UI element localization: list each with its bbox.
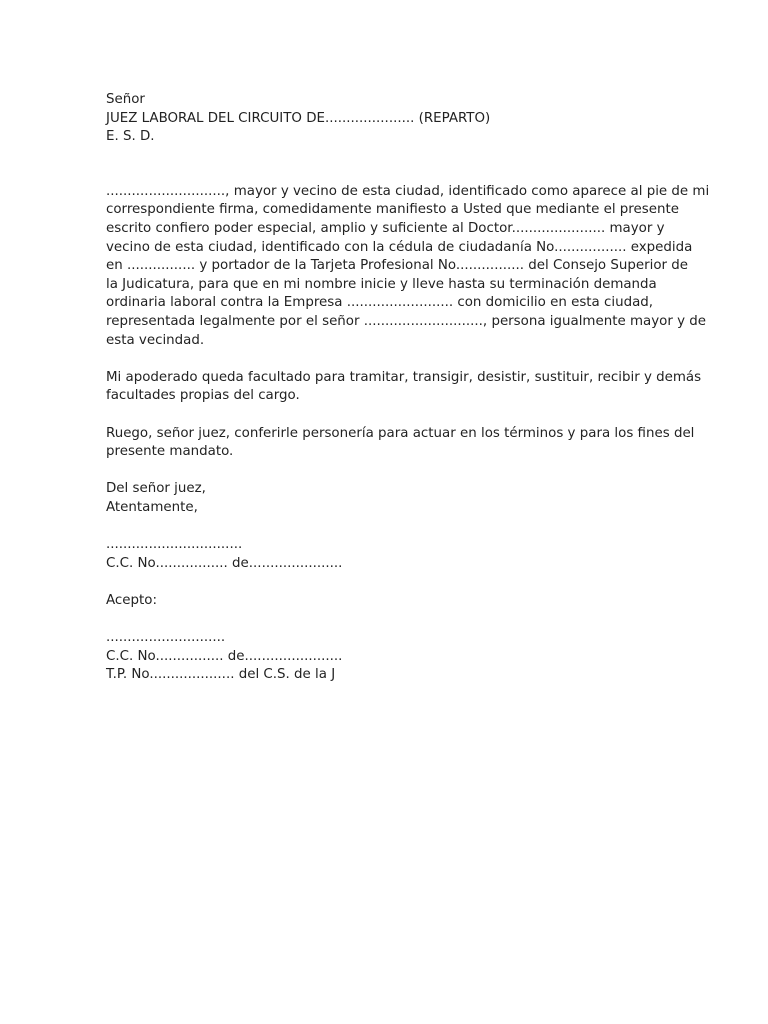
paragraph-line: correspondiente firma, comedidamente manifiesto a Usted que mediante el presente — [106, 202, 679, 218]
paragraph-line: escrito confiero poder especial, amplio y suficiente al Doctor...................... mayor y — [106, 220, 665, 236]
paragraph-line: Mi apoderado queda facultado para tramitar, transigir, desistir, sustituir, recibir y demás — [106, 369, 702, 385]
court-abbreviation: E. S. D. — [106, 129, 155, 145]
attorney-signature-line: ............................ — [106, 630, 226, 646]
paragraph-power-grant — [106, 183, 710, 350]
paragraph-line: presente mandato. — [106, 444, 234, 460]
addressee-block — [106, 91, 666, 147]
paragraph-line: ............................, mayor y vecino de esta ciudad, identificado como aparece al pie de mi — [106, 183, 710, 199]
paragraph-line: facultades propias del cargo. — [106, 388, 300, 404]
closing-greeting: Del señor juez, — [106, 481, 206, 497]
signature-line: ................................ — [106, 537, 243, 553]
acceptance-label: Acepto: — [106, 592, 157, 608]
paragraph-line: la Judicatura, para que en mi nombre inicie y lleve hasta su terminación demanda — [106, 276, 657, 292]
grantor-signature-block — [106, 536, 666, 573]
paragraph-faculties — [106, 369, 702, 406]
attorney-id-line: C.C. No................ de....................... — [106, 648, 343, 664]
closing-signoff: Atentamente, — [106, 499, 198, 515]
closing-block — [106, 480, 666, 517]
paragraph-line: esta vecindad. — [106, 332, 205, 348]
paragraph-line: Ruego, señor juez, conferirle personería para actuar en los términos y para los fines del — [106, 425, 695, 441]
paragraph-line: ordinaria laboral contra la Empresa ......................... con domicilio en esta ciudad, — [106, 295, 654, 311]
court-name: JUEZ LABORAL DEL CIRCUITO DE..................... (REPARTO) — [106, 110, 491, 126]
document-page — [106, 91, 710, 685]
attorney-professional-card-line: T.P. No.................... del C.S. de la J — [106, 667, 336, 683]
grantor-id-line: C.C. No................. de...................... — [106, 555, 343, 571]
paragraph-line: representada legalmente por el señor ............................, persona igualmente mayor y de — [106, 313, 706, 329]
paragraph-line: vecino de esta ciudad, identificado con la cédula de ciudadanía No................. expedida — [106, 239, 693, 255]
acceptance-block — [106, 592, 666, 685]
salutation: Señor — [106, 92, 145, 107]
paragraph-line: en ................ y portador de la Tarjeta Profesional No................ del Consejo Superior de — [106, 258, 689, 274]
paragraph-request — [106, 425, 695, 462]
